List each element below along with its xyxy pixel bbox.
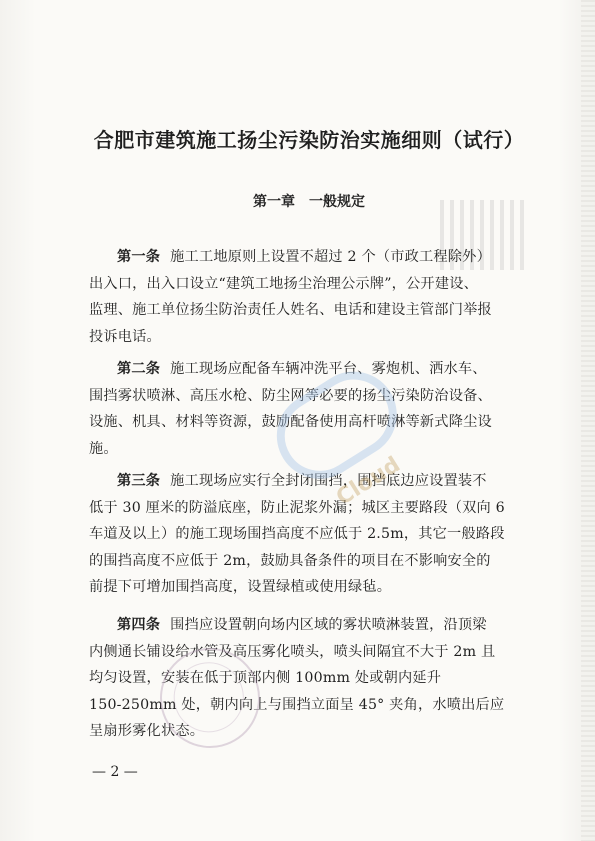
article-4 bbox=[89, 612, 547, 745]
article-line: 第四条 围挡应设置朝向场内区域的雾状喷淋装置，沿顶梁 bbox=[117, 617, 487, 633]
article-label: 第一条 bbox=[117, 249, 161, 265]
article-line: 的围挡高度不应低于 2m，鼓励具备条件的项目在不影响安全的 bbox=[89, 552, 491, 569]
article-line: 施。 bbox=[89, 440, 118, 457]
article-line: 第二条 施工现场应配备车辆冲洗平台、雾炮机、洒水车、 bbox=[117, 361, 487, 377]
article-3 bbox=[89, 468, 547, 601]
article-line: 投诉电话。 bbox=[89, 328, 161, 345]
article-line: 前提下可增加围挡高度，设置绿植或使用绿毡。 bbox=[89, 579, 392, 595]
page-number: — 2 — bbox=[92, 764, 138, 780]
article-line: 低于 30 厘米的防溢底座，防止泥浆外漏；城区主要路段（双向 6 bbox=[89, 499, 505, 516]
article-label: 第四条 bbox=[117, 617, 161, 633]
article-line: 监理、施工单位扬尘防治责任人姓名、电话和建设主管部门举报 bbox=[89, 302, 492, 318]
article-line: 内侧通长铺设给水管及高压雾化喷头，喷头间隔宜不大于 2m 且 bbox=[89, 643, 496, 660]
page-edge-shadow bbox=[581, 0, 595, 841]
article-2 bbox=[89, 356, 547, 462]
article-line: 呈扇形雾化状态。 bbox=[89, 723, 205, 739]
article-line: 第三条 施工现场应实行全封闭围挡，围挡底边应设置装不 bbox=[117, 473, 487, 489]
article-line: 第一条 施工工地原则上设置不超过 2 个（市政工程除外） bbox=[117, 249, 491, 265]
article-1 bbox=[89, 244, 547, 350]
article-line: 均匀设置，安装在低于顶部内侧 100mm 处或朝内延升 bbox=[89, 670, 442, 686]
article-line: 设施、机具、材料等资源，鼓励配备使用高杆喷淋等新式降尘设 bbox=[89, 414, 492, 430]
article-line: 出入口，出入口设立“建筑工地扬尘治理公示牌”，公开建设、 bbox=[89, 275, 478, 292]
article-line: 150-250mm 处，朝内向上与围挡立面呈 45° 夹角，水喷出后应 bbox=[89, 696, 505, 713]
article-line: 围挡雾状喷淋、高压水枪、防尘网等必要的扬尘污染防治设备、 bbox=[89, 387, 492, 404]
article-label: 第二条 bbox=[117, 361, 161, 377]
article-line: 车道及以上）的施工现场围挡高度不应低于 2.5m，其它一般路段 bbox=[89, 526, 505, 542]
watermark-text: Cloud bbox=[332, 452, 405, 511]
article-label: 第三条 bbox=[117, 473, 161, 489]
document-title: 合肥市建筑施工扬尘污染防治实施细则（试行） bbox=[93, 128, 525, 152]
chapter-heading: 第一章 一般规定 bbox=[253, 194, 365, 210]
